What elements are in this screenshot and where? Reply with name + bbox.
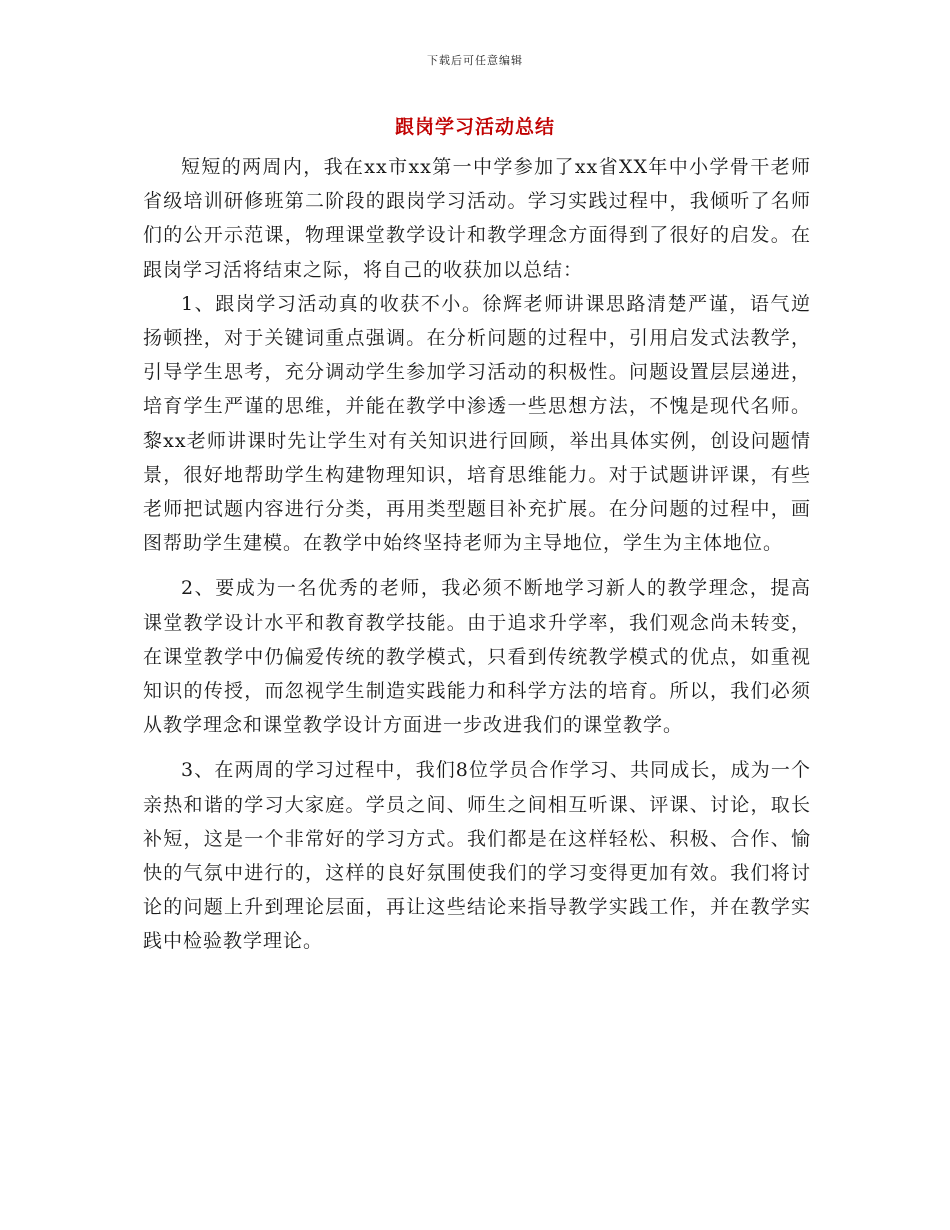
intro-paragraph: 短短的两周内，我在xx市xx第一中学参加了xx省XX年中小学骨干老师省级培训研修班第二阶段的跟岗学习活动。学习实践过程中，我倾听了名师们的公开示范课，物理课堂教学设计和教学理念方面得到了很好的启发。在跟岗学习活将结束之际，将自己的收获加以总结：	[143, 156, 811, 281]
document-title: 跟岗学习活动总结	[394, 116, 555, 138]
point-3-paragraph: 3、在两周的学习过程中，我们8位学员合作学习、共同成长，成为一个亲热和谐的学习大家庭。学员之间、师生之间相互听课、评课、讨论，取长补短，这是一个非常好的学习方式。我们都是在这样轻松、积极、合作、愉快的气氛中进行的，这样的良好氛围使我们的学习变得更加有效。我们将讨论的问题上升到理论层面，再让这些结论来指导教学实践工作，并在教学实践中检验教学理论。	[143, 759, 811, 953]
point-2-paragraph: 2、要成为一名优秀的老师，我必须不断地学习新人的教学理念，提高课堂教学设计水平和教育教学技能。由于追求升学率，我们观念尚未转变，在课堂教学中仍偏爱传统的教学模式，只看到传统教学模式的优点，如重视知识的传授，而忽视学生制造实践能力和科学方法的培育。所以，我们必须从教学理念和课堂教学设计方面进一步改进我们的课堂教学。	[143, 577, 811, 737]
document-body	[143, 150, 811, 959]
header-note: 下载后可任意编辑	[427, 54, 523, 67]
point-1-paragraph: 1、跟岗学习活动真的收获不小。徐辉老师讲课思路清楚严谨，语气逆扬顿挫，对于关键词重点强调。在分析问题的过程中，引用启发式法教学，引导学生思考，充分调动学生参加学习活动的积极性。问题设置层层递进，培育学生严谨的思维，并能在教学中渗透一些思想方法，不愧是现代名师。黎xx老师讲课时先让学生对有关知识进行回顾，举出具体实例，创设问题情景，很好地帮助学生构建物理知识，培育思维能力。对于试题讲评课，有些老师把试题内容进行分类，再用类型题目补充扩展。在分问题的过程中，画图帮助学生建模。在教学中始终坚持老师为主导地位，学生为主体地位。	[143, 292, 811, 555]
